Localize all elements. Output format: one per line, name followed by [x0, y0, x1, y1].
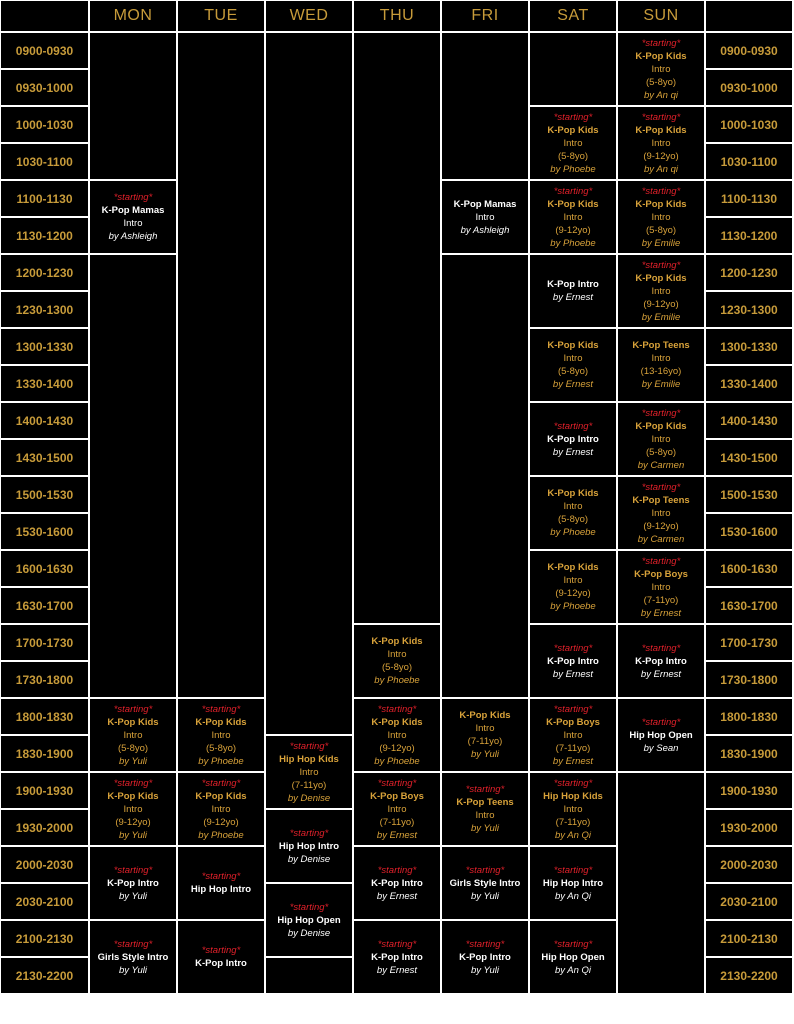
class-starting-label: *starting*	[553, 642, 593, 654]
class-age: (9-12yo)	[555, 588, 591, 599]
class-cell	[617, 624, 705, 698]
class-title: K-Pop Boys	[546, 716, 600, 728]
class-starting-label: *starting*	[113, 703, 153, 715]
class-starting-label: *starting*	[465, 784, 505, 795]
class-starting-label: *starting*	[377, 938, 417, 950]
time-slot-right: 1000-1030	[705, 106, 793, 143]
time-slot-left: 1000-1030	[0, 106, 89, 143]
time-slot-right: 0900-0930	[705, 32, 793, 69]
class-instructor: by Emilie	[641, 237, 681, 249]
class-title: Hip Hop Intro	[190, 884, 252, 895]
class-title: Hip Hop Open	[277, 914, 341, 926]
class-level: Intro	[563, 353, 583, 364]
class-instructor: by Phoebe	[550, 527, 596, 538]
class-level: Intro	[475, 810, 495, 821]
class-starting-label: *starting*	[201, 777, 241, 789]
time-slot-left: 1800-1830	[0, 698, 89, 735]
class-cell	[441, 920, 529, 994]
class-starting-label: *starting*	[113, 777, 153, 789]
class-cell	[529, 772, 617, 846]
time-slot-right: 1500-1530	[705, 476, 793, 513]
class-title: K-Pop Kids	[195, 790, 247, 802]
class-level: Intro	[651, 137, 671, 149]
time-slot-right: 1730-1800	[705, 661, 793, 698]
class-title: K-Pop Kids	[547, 198, 599, 210]
class-cell	[529, 920, 617, 994]
time-slot-right: 1300-1330	[705, 328, 793, 365]
class-starting-label: *starting*	[641, 555, 681, 567]
time-slot-left: 1830-1900	[0, 735, 89, 772]
class-level: Intro	[123, 218, 143, 229]
time-slot-left: 1200-1230	[0, 254, 89, 291]
class-level: Intro	[651, 353, 671, 364]
time-slot-right: 2100-2130	[705, 920, 793, 957]
class-instructor: by Yuli	[119, 755, 147, 767]
time-slot-left: 1530-1600	[0, 513, 89, 550]
class-instructor: by Emilie	[641, 379, 681, 390]
time-slot-left: 1430-1500	[0, 439, 89, 476]
class-cell	[353, 846, 441, 920]
class-title: K-Pop Boys	[634, 568, 688, 580]
class-instructor: by Denise	[287, 853, 331, 865]
class-cell	[265, 809, 353, 883]
class-starting-label: *starting*	[377, 703, 417, 715]
class-level: Intro	[563, 729, 583, 741]
time-slot-left: 2100-2130	[0, 920, 89, 957]
time-slot-left: 1500-1530	[0, 476, 89, 513]
time-slot-right: 1600-1630	[705, 550, 793, 587]
time-slot-right: 0930-1000	[705, 69, 793, 106]
class-title: K-Pop Mamas	[101, 205, 165, 216]
class-instructor: by Phoebe	[374, 755, 420, 767]
time-slot-right: 1930-2000	[705, 809, 793, 846]
class-instructor: by Ashleigh	[460, 224, 510, 236]
class-starting-label: *starting*	[553, 111, 593, 123]
class-instructor: by Yuli	[471, 964, 499, 976]
class-starting-label: *starting*	[641, 642, 681, 654]
class-instructor: by Carmen	[637, 533, 685, 545]
time-slot-left: 1400-1430	[0, 402, 89, 439]
time-slot-left: 1730-1800	[0, 661, 89, 698]
class-instructor: by Phoebe	[198, 829, 244, 841]
time-slot-right: 2000-2030	[705, 846, 793, 883]
class-title: K-Pop Boys	[370, 790, 424, 802]
class-starting-label: *starting*	[465, 938, 505, 950]
class-title: K-Pop Teens	[456, 797, 514, 808]
time-slot-left: 1100-1130	[0, 180, 89, 217]
class-starting-label: *starting*	[113, 192, 153, 203]
class-cell	[529, 476, 617, 550]
class-age: (5-8yo)	[645, 76, 677, 88]
class-cell	[617, 476, 705, 550]
class-cell	[529, 550, 617, 624]
class-instructor: by Phoebe	[374, 675, 420, 686]
class-instructor: by Ernest	[552, 379, 594, 390]
empty-block	[441, 254, 529, 698]
class-cell	[529, 624, 617, 698]
class-level: Intro	[123, 729, 143, 741]
day-header-sun: SUN	[617, 0, 705, 32]
class-title: K-Pop Intro	[371, 951, 423, 963]
class-age: (9-12yo)	[555, 224, 591, 236]
class-instructor: by Ernest	[552, 292, 594, 303]
class-title: Hip Hop Intro	[542, 877, 604, 889]
class-title: K-Pop Kids	[107, 716, 159, 728]
time-slot-left: 1130-1200	[0, 217, 89, 254]
class-cell	[617, 32, 705, 106]
class-cell	[265, 735, 353, 809]
class-cell	[353, 920, 441, 994]
class-instructor: by Carmen	[637, 459, 685, 471]
class-level: Intro	[387, 803, 407, 815]
class-age: (5-8yo)	[205, 742, 237, 754]
class-instructor: by Yuli	[119, 890, 147, 902]
class-age: (7-11yo)	[643, 594, 679, 606]
empty-block	[617, 772, 705, 994]
class-title: K-Pop Kids	[547, 488, 599, 499]
time-slot-right: 1530-1600	[705, 513, 793, 550]
time-slot-left: 1300-1330	[0, 328, 89, 365]
class-level: Intro	[651, 63, 671, 75]
class-instructor: by Ernest	[552, 446, 594, 458]
class-age: (9-12yo)	[643, 520, 679, 532]
class-instructor: by An Qi	[554, 964, 592, 976]
class-age: (5-8yo)	[645, 224, 677, 236]
class-instructor: by Phoebe	[550, 237, 596, 249]
time-slot-left: 2130-2200	[0, 957, 89, 994]
time-slot-right: 1700-1730	[705, 624, 793, 661]
class-cell	[441, 698, 529, 772]
class-cell	[89, 846, 177, 920]
class-cell	[89, 698, 177, 772]
day-header-tue: TUE	[177, 0, 265, 32]
class-starting-label: *starting*	[641, 185, 681, 197]
class-level: Intro	[563, 137, 583, 149]
class-starting-label: *starting*	[553, 420, 593, 432]
class-starting-label: *starting*	[641, 716, 681, 728]
class-age: (5-8yo)	[557, 514, 589, 525]
class-age: (9-12yo)	[643, 298, 679, 310]
class-level: Intro	[387, 649, 407, 660]
class-instructor: by Yuli	[119, 829, 147, 841]
time-slot-right: 1100-1130	[705, 180, 793, 217]
class-cell	[441, 772, 529, 846]
empty-block	[265, 32, 353, 735]
class-cell	[177, 920, 265, 994]
class-instructor: by Phoebe	[550, 601, 596, 612]
time-slot-right: 1430-1500	[705, 439, 793, 476]
class-title: K-Pop Kids	[547, 340, 599, 351]
class-instructor: by Yuli	[119, 964, 147, 976]
time-slot-right: 1400-1430	[705, 402, 793, 439]
class-title: K-Pop Kids	[547, 562, 599, 573]
class-title: K-Pop Intro	[371, 877, 423, 889]
class-cell	[529, 402, 617, 476]
class-title: Hip Hop Intro	[278, 840, 340, 852]
class-title: K-Pop Intro	[107, 877, 159, 889]
class-title: Girls Style Intro	[97, 951, 169, 963]
class-cell	[617, 550, 705, 624]
class-cell	[617, 180, 705, 254]
class-instructor: by Ernest	[552, 668, 594, 680]
class-age: (9-12yo)	[379, 742, 415, 754]
class-instructor: by Ashleigh	[108, 231, 158, 242]
class-title: K-Pop Kids	[371, 716, 423, 728]
class-cell	[177, 772, 265, 846]
time-slot-right: 1230-1300	[705, 291, 793, 328]
class-age: (9-12yo)	[203, 816, 239, 828]
class-level: Intro	[563, 575, 583, 586]
class-title: K-Pop Kids	[371, 636, 423, 647]
class-cell	[353, 698, 441, 772]
time-slot-left: 2000-2030	[0, 846, 89, 883]
class-cell	[529, 180, 617, 254]
class-instructor: by An qi	[644, 89, 678, 101]
class-title: Hip Hop Kids	[543, 790, 603, 802]
day-header-thu: THU	[353, 0, 441, 32]
class-instructor: by Denise	[287, 927, 331, 939]
class-cell	[89, 180, 177, 254]
class-title: K-Pop Intro	[547, 433, 599, 445]
class-age: (13-16yo)	[640, 366, 682, 377]
class-instructor: by Sean	[643, 742, 679, 754]
class-cell	[617, 106, 705, 180]
class-title: K-Pop Kids	[635, 198, 687, 210]
class-title: K-Pop Intro	[635, 655, 687, 667]
class-title: K-Pop Teens	[632, 494, 690, 506]
time-slot-left: 1030-1100	[0, 143, 89, 180]
class-instructor: by Ernest	[376, 829, 418, 841]
time-slot-left: 1600-1630	[0, 550, 89, 587]
class-level: Intro	[563, 211, 583, 223]
time-slot-right: 1900-1930	[705, 772, 793, 809]
class-title: Hip Hop Kids	[279, 753, 339, 765]
class-title: K-Pop Kids	[635, 272, 687, 284]
class-cell	[529, 698, 617, 772]
class-age: (7-11yo)	[467, 736, 503, 747]
class-starting-label: *starting*	[641, 407, 681, 419]
class-title: Hip Hop Open	[629, 729, 693, 741]
empty-block	[353, 32, 441, 624]
class-starting-label: *starting*	[641, 111, 681, 123]
day-header-sat: SAT	[529, 0, 617, 32]
time-slot-left: 1700-1730	[0, 624, 89, 661]
class-starting-label: *starting*	[201, 871, 241, 882]
header-corner-right	[705, 0, 793, 32]
time-slot-right: 2030-2100	[705, 883, 793, 920]
class-age: (5-8yo)	[645, 446, 677, 458]
time-slot-right: 1200-1230	[705, 254, 793, 291]
class-starting-label: *starting*	[553, 938, 593, 950]
class-cell	[177, 698, 265, 772]
empty-block	[441, 32, 529, 180]
class-age: (9-12yo)	[115, 816, 151, 828]
class-age: (5-8yo)	[557, 366, 589, 377]
class-starting-label: *starting*	[289, 827, 329, 839]
time-slot-left: 2030-2100	[0, 883, 89, 920]
class-level: Intro	[387, 729, 407, 741]
class-level: Intro	[211, 729, 231, 741]
class-cell	[177, 846, 265, 920]
class-cell	[265, 883, 353, 957]
class-age: (5-8yo)	[117, 742, 149, 754]
class-cell	[89, 772, 177, 846]
class-instructor: by Yuli	[471, 890, 499, 902]
time-slot-right: 1130-1200	[705, 217, 793, 254]
class-level: Intro	[299, 766, 319, 778]
class-age: (9-12yo)	[643, 150, 679, 162]
class-instructor: by Yuli	[471, 749, 499, 760]
empty-block	[177, 32, 265, 698]
class-starting-label: *starting*	[641, 481, 681, 493]
time-slot-right: 1030-1100	[705, 143, 793, 180]
class-starting-label: *starting*	[377, 864, 417, 876]
class-title: K-Pop Kids	[635, 420, 687, 432]
class-starting-label: *starting*	[553, 777, 593, 789]
class-cell	[529, 254, 617, 328]
class-starting-label: *starting*	[377, 777, 417, 789]
class-cell	[89, 920, 177, 994]
class-title: K-Pop Teens	[632, 340, 690, 351]
class-instructor: by Denise	[287, 792, 331, 804]
class-instructor: by Phoebe	[550, 163, 596, 175]
class-cell	[617, 328, 705, 402]
time-slot-right: 1830-1900	[705, 735, 793, 772]
class-starting-label: *starting*	[553, 864, 593, 876]
class-starting-label: *starting*	[289, 740, 329, 752]
class-instructor: by An Qi	[554, 829, 592, 841]
class-cell	[529, 106, 617, 180]
class-instructor: by Yuli	[471, 823, 499, 834]
class-starting-label: *starting*	[641, 37, 681, 49]
time-slot-left: 0930-1000	[0, 69, 89, 106]
class-cell	[441, 180, 529, 254]
time-slot-right: 2130-2200	[705, 957, 793, 994]
class-level: Intro	[123, 803, 143, 815]
time-slot-left: 1230-1300	[0, 291, 89, 328]
class-instructor: by Phoebe	[198, 755, 244, 767]
class-instructor: by An qi	[644, 163, 678, 175]
class-title: K-Pop Kids	[459, 710, 511, 721]
class-title: Girls Style Intro	[449, 877, 521, 889]
class-cell	[617, 254, 705, 328]
class-age: (7-11yo)	[291, 779, 327, 791]
class-title: K-Pop Intro	[547, 279, 599, 290]
class-instructor: by Emilie	[641, 311, 681, 323]
class-title: K-Pop Intro	[547, 655, 599, 667]
class-age: (7-11yo)	[555, 816, 591, 828]
class-starting-label: *starting*	[641, 259, 681, 271]
class-age: (7-11yo)	[555, 742, 591, 754]
time-slot-left: 1330-1400	[0, 365, 89, 402]
class-cell	[353, 772, 441, 846]
class-title: K-Pop Kids	[635, 50, 687, 62]
time-slot-left: 0900-0930	[0, 32, 89, 69]
class-cell	[529, 846, 617, 920]
class-starting-label: *starting*	[201, 945, 241, 956]
class-cell	[529, 328, 617, 402]
class-cell	[617, 698, 705, 772]
day-header-fri: FRI	[441, 0, 529, 32]
class-level: Intro	[563, 803, 583, 815]
empty-block	[89, 254, 177, 698]
class-cell	[353, 624, 441, 698]
class-instructor: by Ernest	[376, 964, 418, 976]
class-instructor: by Ernest	[552, 755, 594, 767]
class-level: Intro	[651, 211, 671, 223]
class-starting-label: *starting*	[113, 864, 153, 876]
class-title: K-Pop Kids	[547, 124, 599, 136]
class-title: Hip Hop Open	[541, 951, 605, 963]
class-level: Intro	[651, 285, 671, 297]
class-cell	[617, 402, 705, 476]
class-age: (5-8yo)	[381, 662, 413, 673]
class-starting-label: *starting*	[553, 185, 593, 197]
class-title: K-Pop Kids	[195, 716, 247, 728]
class-title: K-Pop Kids	[107, 790, 159, 802]
class-age: (5-8yo)	[557, 150, 589, 162]
class-starting-label: *starting*	[553, 703, 593, 715]
day-header-wed: WED	[265, 0, 353, 32]
class-instructor: by Ernest	[640, 668, 682, 680]
time-slot-right: 1800-1830	[705, 698, 793, 735]
class-level: Intro	[651, 507, 671, 519]
day-header-mon: MON	[89, 0, 177, 32]
time-slot-left: 1630-1700	[0, 587, 89, 624]
class-starting-label: *starting*	[113, 938, 153, 950]
class-age: (7-11yo)	[379, 816, 415, 828]
empty-block	[529, 32, 617, 106]
class-level: Intro	[651, 581, 671, 593]
class-title: K-Pop Intro	[195, 958, 247, 969]
class-level: Intro	[651, 433, 671, 445]
class-title: K-Pop Kids	[635, 124, 687, 136]
class-instructor: by Ernest	[376, 890, 418, 902]
header-corner	[0, 0, 89, 32]
class-starting-label: *starting*	[465, 864, 505, 876]
class-instructor: by Ernest	[640, 607, 682, 619]
class-level: Intro	[475, 211, 495, 223]
class-title: K-Pop Intro	[459, 951, 511, 963]
empty-block	[89, 32, 177, 180]
time-slot-left: 1930-2000	[0, 809, 89, 846]
class-level: Intro	[211, 803, 231, 815]
class-level: Intro	[563, 501, 583, 512]
class-starting-label: *starting*	[201, 703, 241, 715]
class-cell	[441, 846, 529, 920]
empty-block	[265, 957, 353, 994]
time-slot-right: 1330-1400	[705, 365, 793, 402]
class-level: Intro	[475, 723, 495, 734]
class-starting-label: *starting*	[289, 901, 329, 913]
time-slot-right: 1630-1700	[705, 587, 793, 624]
class-title: K-Pop Mamas	[453, 198, 517, 210]
class-instructor: by An Qi	[554, 890, 592, 902]
time-slot-left: 1900-1930	[0, 772, 89, 809]
